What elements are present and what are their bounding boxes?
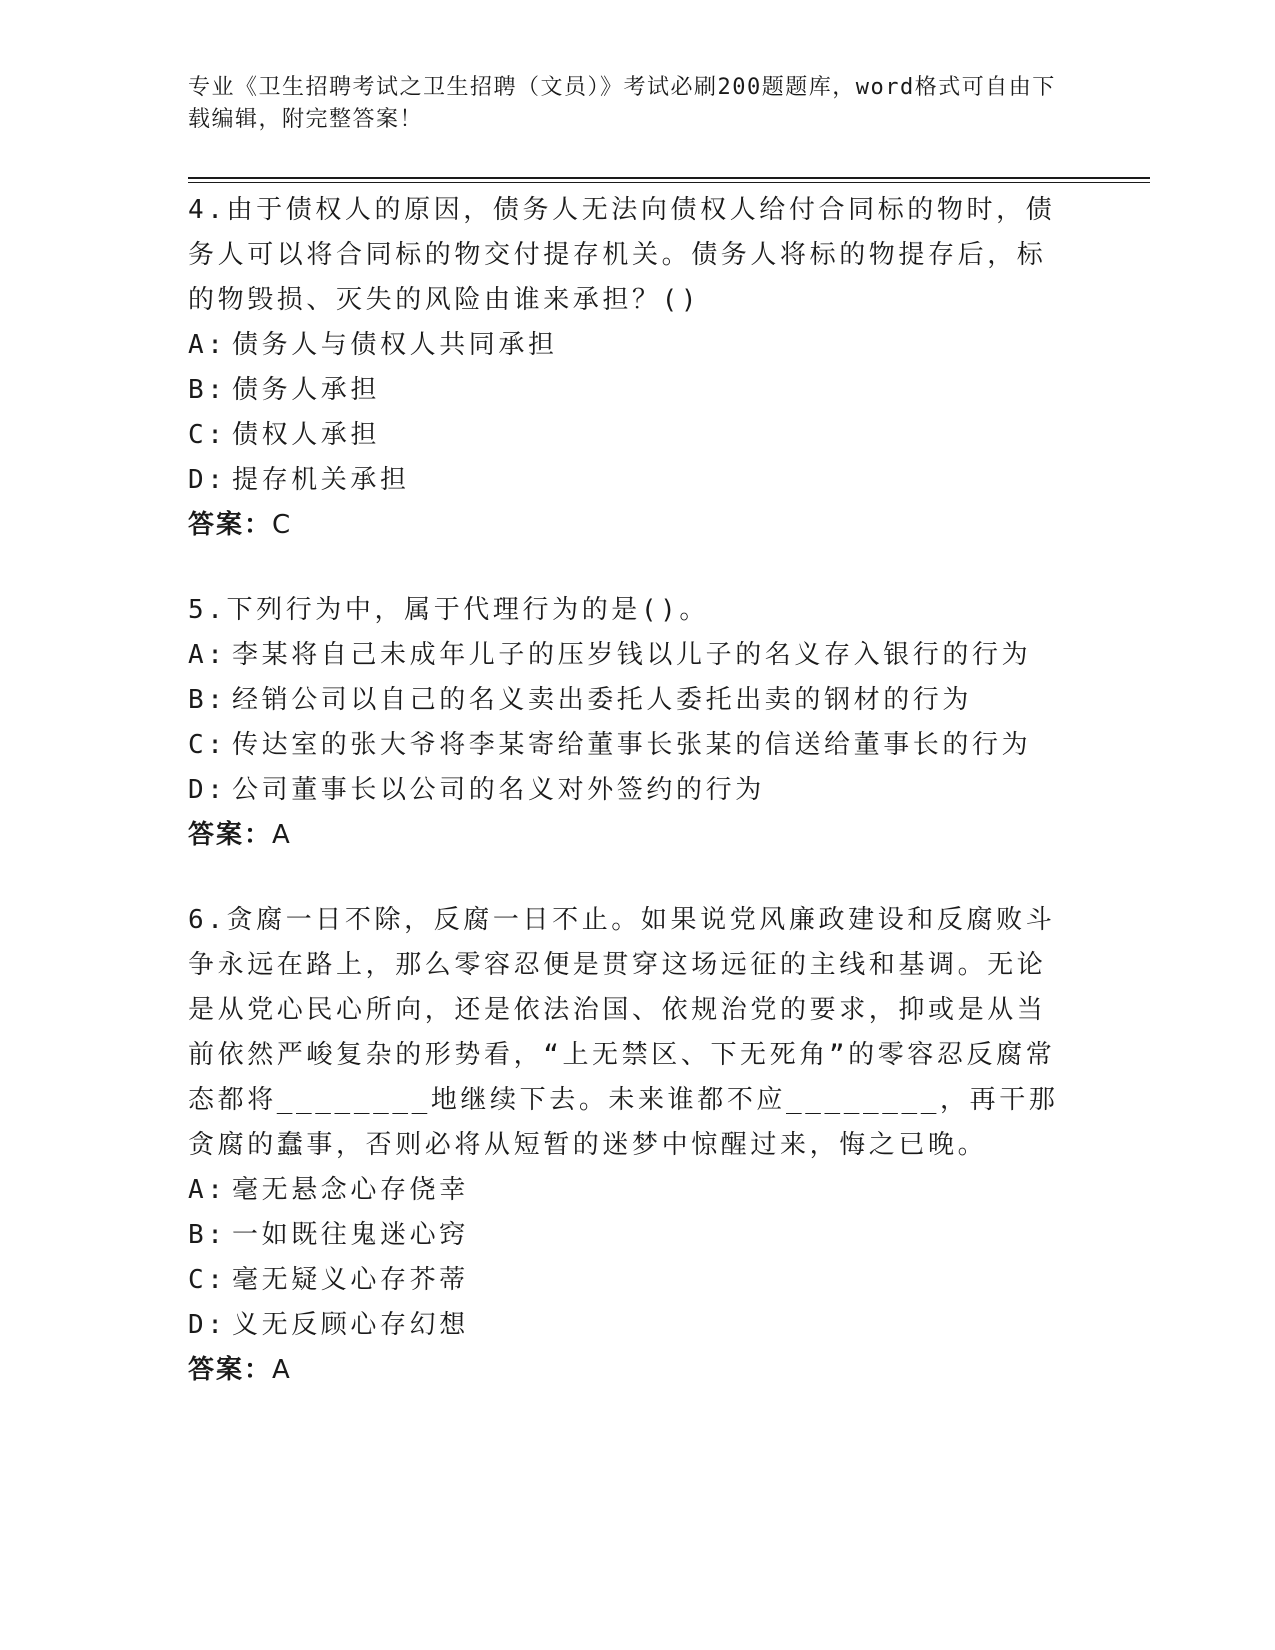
option-d bbox=[188, 458, 1068, 503]
option-list bbox=[188, 1168, 1068, 1348]
option-text: 义无反顾心存幻想 bbox=[232, 1310, 469, 1340]
answer-line bbox=[188, 1348, 1068, 1393]
option-key: A: bbox=[188, 640, 227, 670]
header-rule-thick bbox=[188, 177, 1150, 179]
option-key: D: bbox=[188, 775, 227, 805]
option-c bbox=[188, 1258, 1068, 1303]
header-rule-thin bbox=[188, 182, 1150, 183]
option-text: 李某将自己未成年儿子的压岁钱以儿子的名义存入银行的行为 bbox=[232, 640, 1032, 670]
question-list bbox=[188, 188, 1068, 1433]
answer-line bbox=[188, 813, 1068, 858]
option-text: 公司董事长以公司的名义对外签约的行为 bbox=[232, 775, 765, 805]
question-stem: 4.由于债权人的原因，债务人无法向债权人给付合同标的物时，债务人可以将合同标的物交付提存机关。债务人将标的物提存后，标的物毁损、灭失的风险由谁来承担？() bbox=[188, 195, 1056, 315]
option-b bbox=[188, 678, 1068, 723]
answer-label: 答案： bbox=[188, 820, 273, 850]
option-b bbox=[188, 1213, 1068, 1258]
option-b bbox=[188, 368, 1068, 413]
option-key: B: bbox=[188, 1220, 227, 1250]
option-key: D: bbox=[188, 465, 227, 495]
option-list bbox=[188, 323, 1068, 503]
option-key: B: bbox=[188, 685, 227, 715]
answer-value: A bbox=[272, 1355, 292, 1385]
option-key: B: bbox=[188, 375, 227, 405]
option-text: 一如既往鬼迷心窍 bbox=[232, 1220, 469, 1250]
option-text: 毫无悬念心存侥幸 bbox=[232, 1175, 469, 1205]
option-key: C: bbox=[188, 1265, 227, 1295]
question-6 bbox=[188, 898, 1068, 1393]
option-text: 经销公司以自己的名义卖出委托人委托出卖的钢材的行为 bbox=[232, 685, 973, 715]
option-text: 债务人与债权人共同承担 bbox=[232, 330, 558, 360]
option-c bbox=[188, 413, 1068, 458]
option-key: C: bbox=[188, 420, 227, 450]
option-text: 毫无疑义心存芥蒂 bbox=[232, 1265, 469, 1295]
option-key: A: bbox=[188, 330, 227, 360]
option-key: A: bbox=[188, 1175, 227, 1205]
option-text: 债权人承担 bbox=[232, 420, 381, 450]
answer-line bbox=[188, 503, 1068, 548]
option-text: 债务人承担 bbox=[232, 375, 381, 405]
option-list bbox=[188, 633, 1068, 813]
answer-label: 答案： bbox=[188, 1355, 273, 1385]
answer-value: C bbox=[272, 510, 293, 540]
option-c bbox=[188, 723, 1068, 768]
option-a bbox=[188, 633, 1068, 678]
answer-value: A bbox=[272, 820, 292, 850]
option-text: 提存机关承担 bbox=[232, 465, 410, 495]
option-key: D: bbox=[188, 1310, 227, 1340]
question-stem: 6.贪腐一日不除，反腐一日不止。如果说党风廉政建设和反腐败斗争永远在路上，那么零容忍便是贯穿这场远征的主线和基调。无论是从党心民心所向，还是依法治国、依规治党的要求，抑或是从当前依然严峻复杂的形势看，“上无禁区、下无死角”的零容忍反腐常态都将________地继续下去。未来谁都不应________，再干那贪腐的蠢事，否则必将从短暂的迷梦中惊醒过来，悔之已晚。 bbox=[188, 905, 1059, 1160]
option-text: 传达室的张大爷将李某寄给董事长张某的信送给董事长的行为 bbox=[232, 730, 1032, 760]
document-header: 专业《卫生招聘考试之卫生招聘（文员）》考试必刷200题题库，word格式可自由下载编辑，附完整答案！ bbox=[188, 75, 1056, 132]
option-a bbox=[188, 1168, 1068, 1213]
question-4 bbox=[188, 188, 1068, 548]
option-a bbox=[188, 323, 1068, 368]
question-stem: 5.下列行为中，属于代理行为的是()。 bbox=[188, 595, 710, 625]
option-d bbox=[188, 768, 1068, 813]
question-5 bbox=[188, 588, 1068, 858]
option-key: C: bbox=[188, 730, 227, 760]
option-d bbox=[188, 1303, 1068, 1348]
answer-label: 答案： bbox=[188, 510, 273, 540]
